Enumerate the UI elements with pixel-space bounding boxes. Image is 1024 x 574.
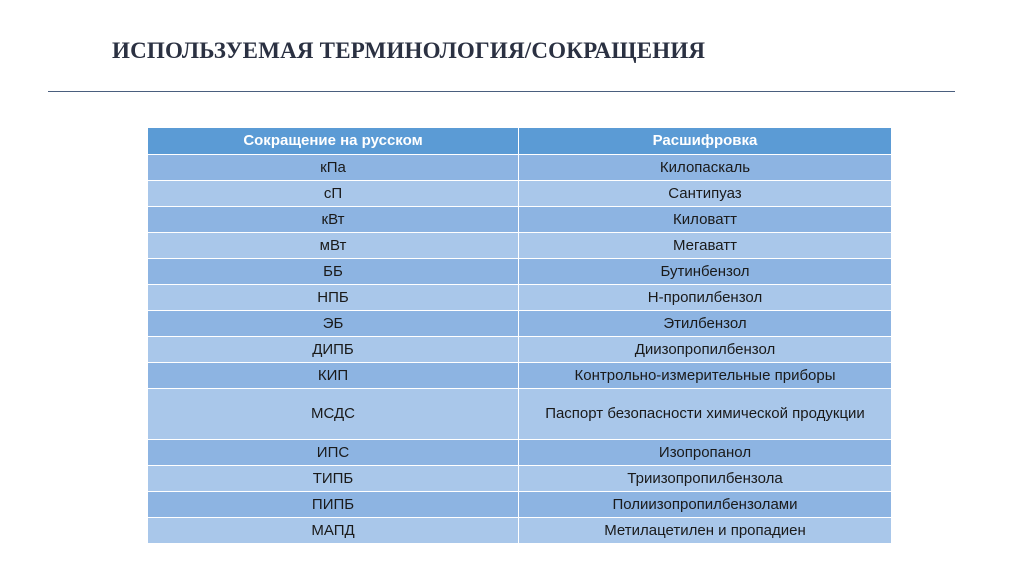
table-row [148, 492, 892, 518]
meaning-cell: Изопропанол [519, 440, 892, 466]
terminology-table [147, 127, 892, 544]
table-row [148, 363, 892, 389]
table-row [148, 440, 892, 466]
slide-title: ИСПОЛЬЗУЕМАЯ ТЕРМИНОЛОГИЯ/СОКРАЩЕНИЯ [112, 38, 706, 63]
meaning-cell: Диизопропилбензол [519, 337, 892, 363]
meaning-cell: Контрольно-измерительные приборы [519, 363, 892, 389]
abbreviation-cell: МСДС [148, 389, 519, 440]
meaning-cell: Этилбензол [519, 311, 892, 337]
meaning-cell: Бутинбензол [519, 259, 892, 285]
abbreviation-cell: кВт [148, 207, 519, 233]
table-row [148, 207, 892, 233]
meaning-cell: Мегаватт [519, 233, 892, 259]
meaning-cell: Паспорт безопасности химической продукции [519, 389, 892, 440]
abbreviation-cell: ЭБ [148, 311, 519, 337]
table-row [148, 233, 892, 259]
table-header-row [148, 128, 892, 155]
abbreviation-cell: мВт [148, 233, 519, 259]
column-header-meaning: Расшифровка [519, 128, 892, 155]
table-row [148, 337, 892, 363]
abbreviation-cell: ДИПБ [148, 337, 519, 363]
table-row [148, 389, 892, 440]
table-row [148, 259, 892, 285]
table-row [148, 285, 892, 311]
title-divider [48, 91, 955, 92]
meaning-cell: Сантипуаз [519, 181, 892, 207]
abbreviation-cell: ИПС [148, 440, 519, 466]
meaning-cell: Полиизопропилбензолами [519, 492, 892, 518]
table-row [148, 518, 892, 544]
abbreviation-cell: МАПД [148, 518, 519, 544]
meaning-cell: Метилацетилен и пропадиен [519, 518, 892, 544]
abbreviation-cell: ПИПБ [148, 492, 519, 518]
column-header-abbreviation: Сокращение на русском [148, 128, 519, 155]
meaning-cell: Н-пропилбензол [519, 285, 892, 311]
meaning-cell: Киловатт [519, 207, 892, 233]
meaning-cell: Килопаскаль [519, 155, 892, 181]
abbreviation-cell: КИП [148, 363, 519, 389]
abbreviation-cell: кПа [148, 155, 519, 181]
table-row [148, 466, 892, 492]
abbreviation-cell: НПБ [148, 285, 519, 311]
table-row [148, 181, 892, 207]
table-row [148, 155, 892, 181]
meaning-cell: Триизопропилбензола [519, 466, 892, 492]
abbreviation-cell: сП [148, 181, 519, 207]
abbreviation-cell: ТИПБ [148, 466, 519, 492]
table-row [148, 311, 892, 337]
abbreviation-cell: ББ [148, 259, 519, 285]
